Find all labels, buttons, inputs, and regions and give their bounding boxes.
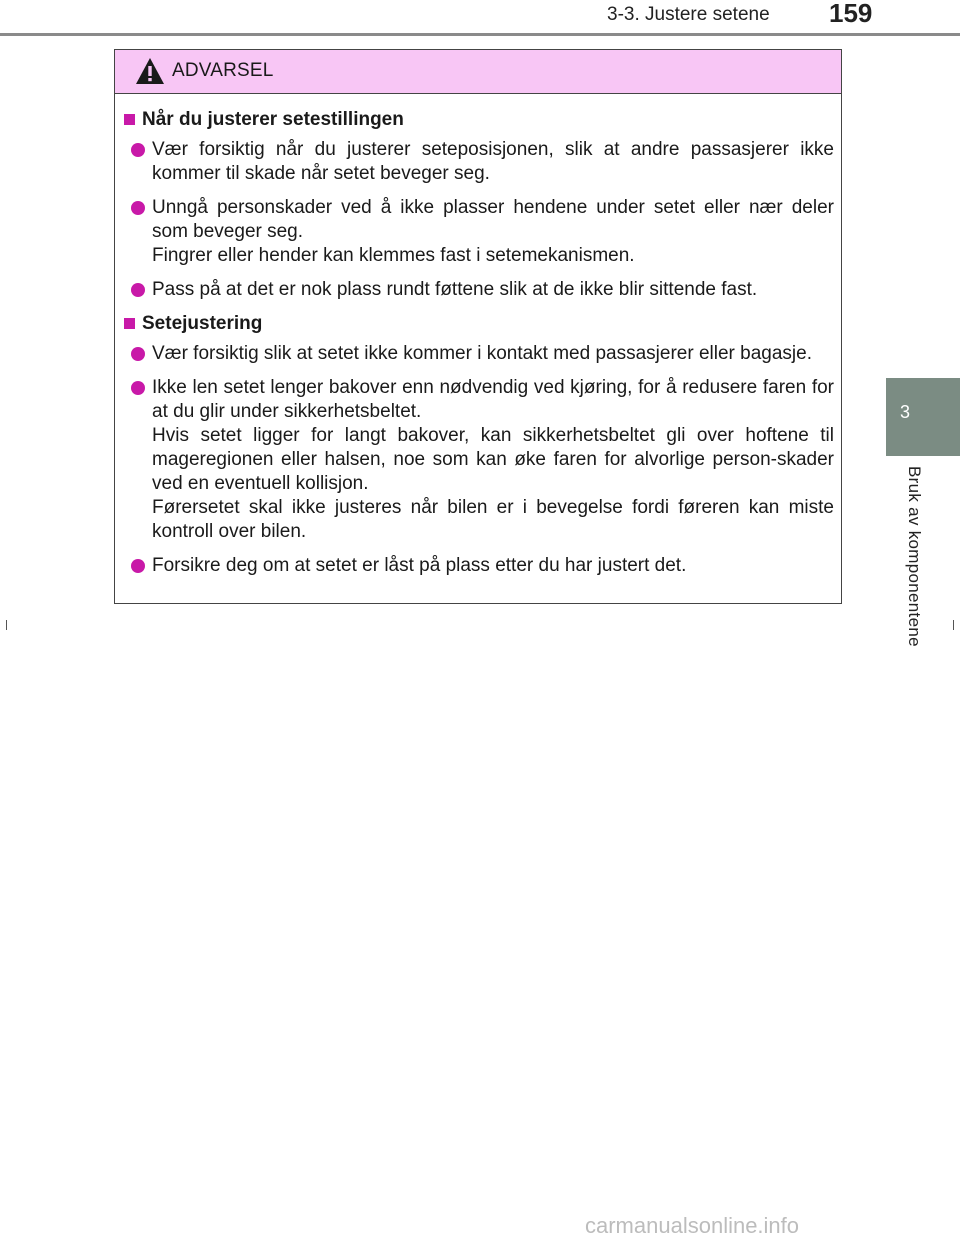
list-item <box>131 342 834 366</box>
warning-box <box>114 49 842 604</box>
list-item <box>131 138 834 186</box>
bullet-text: Vær forsiktig når du justerer seteposisjonen, slik at andre passasjerer ikke kommer til skade når setet beveger seg. <box>152 139 834 184</box>
circle-bullet-icon <box>131 283 145 297</box>
chapter-tab-number: 3 <box>899 402 910 422</box>
warning-body <box>115 94 841 578</box>
warning-triangle-icon <box>135 57 165 85</box>
bullet-text: Forsikre deg om at setet er låst på plass etter du har justert det. <box>152 555 687 576</box>
crop-mark-left <box>6 620 7 630</box>
bullet-text: Ikke len setet lenger bakover enn nødvendig ved kjøring, for å redusere faren for at du glir under sikkerhetsbeltet. Hvis setet ligger for langt bakover, kan sikkerhetsbeltet gli over hoftene til mageregionen eller halsen, noe som kan øke faren for alvorlige person-skader ved en eventuell kollisjon. Førersetet skal ikke justeres når bilen er i bevegelse fordi føreren kan miste kontroll over bilen. <box>152 377 834 542</box>
list-item <box>131 278 834 302</box>
warning-title: ADVARSEL <box>172 60 274 81</box>
section-heading-text: Når du justerer setestillingen <box>142 109 404 130</box>
circle-bullet-icon <box>131 559 145 573</box>
square-bullet-icon <box>124 114 135 125</box>
bullet-text: Unngå personskader ved å ikke plasser hendene under setet eller nær deler som beveger seg. Fingrer eller hender kan klemmes fast i setemekanismen. <box>152 197 834 266</box>
chapter-side-label: Bruk av komponentene <box>905 466 924 647</box>
warning-header <box>115 50 841 94</box>
bullet-text: Vær forsiktig slik at setet ikke kommer i kontakt med passasjerer eller bagasje. <box>152 343 812 364</box>
page-number: 159 <box>829 0 873 28</box>
square-bullet-icon <box>124 318 135 329</box>
header-rule <box>0 33 960 36</box>
section-heading-text: Setejustering <box>142 313 263 334</box>
list-item <box>131 376 834 544</box>
circle-bullet-icon <box>131 347 145 361</box>
list-item <box>131 196 834 268</box>
watermark: carmanualsonline.info <box>585 1213 800 1238</box>
crop-mark-right <box>953 620 954 630</box>
section-heading <box>124 312 834 336</box>
circle-bullet-icon <box>131 201 145 215</box>
header-section-title: 3-3. Justere setene <box>607 4 770 25</box>
list-item <box>131 554 834 578</box>
circle-bullet-icon <box>131 381 145 395</box>
section-heading <box>124 108 834 132</box>
circle-bullet-icon <box>131 143 145 157</box>
bullet-text: Pass på at det er nok plass rundt føttene slik at de ikke blir sittende fast. <box>152 279 758 300</box>
